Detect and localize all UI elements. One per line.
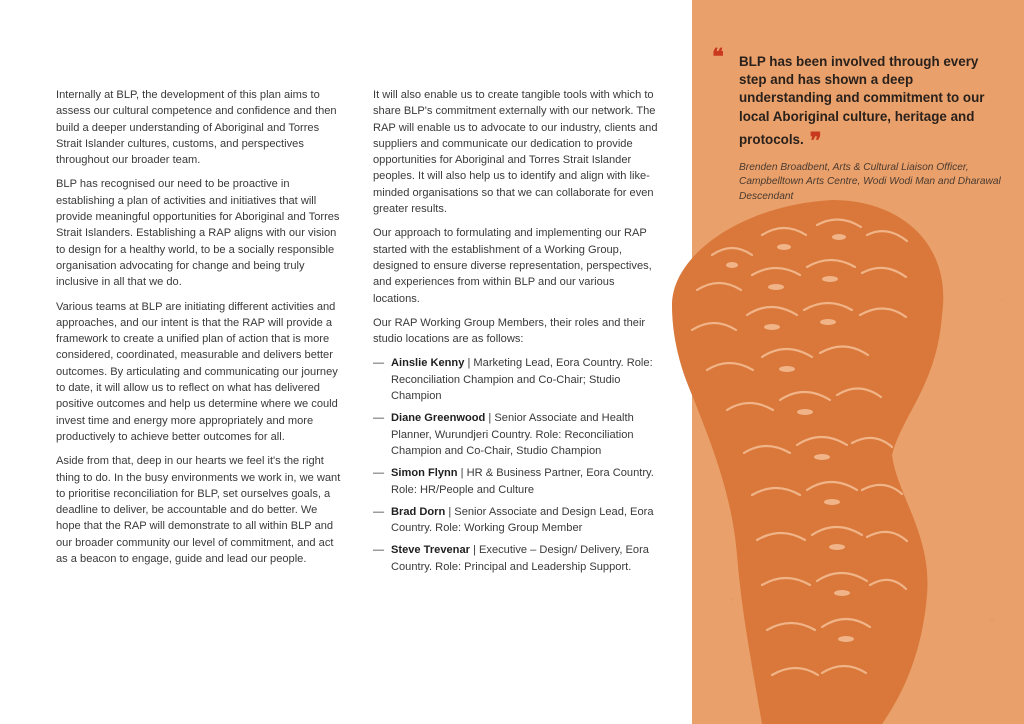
paragraph: Various teams at BLP are initiating different activities and approaches, and our intent is that the RAP will provide a framework to create a unified plan of action that is more considered, coordinated, measurable and delivers better outcomes. By articulating and communicating our journey to date, it will allow us to reflect on what has delivered positive outcomes and help us determine where we could invest time and energy more appropriately and more productively to achieve better outcomes for all. xyxy=(56,300,338,443)
quote-attribution: Brenden Broadbent, Arts & Cultural Liaison Officer, Campbelltown Arts Centre, Wodi Wodi Man and Dharawal Descendant xyxy=(739,162,1001,202)
quote-text: BLP has been involved through every step and has shown a deep understanding and commitment to our local Aboriginal culture, heritage and protocols. xyxy=(739,54,985,147)
member-name: Brad Dorn xyxy=(391,505,446,518)
dash-bullet: — xyxy=(373,412,385,425)
dash-bullet: — xyxy=(373,467,385,480)
list-item xyxy=(373,465,659,498)
banksia-artwork xyxy=(652,195,1024,724)
member-details: | Executive – Design/ Delivery, Eora Country. Role: Principal and Leadership Support. xyxy=(391,544,649,573)
member-details: | Senior Associate and Health Planner, Wurundjeri Country. Role: Reconciliation Champion and Co-Chair, Studio Champion xyxy=(391,412,634,457)
paragraph: Aside from that, deep in our hearts we feel it's the right thing to do. In the busy environments we work in, we want to prioritise reconciliation for BLP, set ourselves goals, a deadline to deliver, be accountable and do better. We hope that the RAP will demonstrate to all within BLP and our broader community our level of commitment, and act as a beacon to engage, guide and lead our people. xyxy=(56,455,341,566)
list-item xyxy=(373,504,659,537)
right-text-column xyxy=(373,87,659,581)
member-name: Diane Greenwood xyxy=(391,412,486,425)
working-group-members-list xyxy=(373,355,659,575)
left-text-column xyxy=(56,87,341,575)
member-name: Simon Flynn xyxy=(391,467,458,480)
list-item xyxy=(373,355,659,404)
dash-bullet: — xyxy=(373,544,385,557)
member-name: Ainslie Kenny xyxy=(391,357,465,370)
member-name: Steve Trevenar xyxy=(391,544,470,557)
banksia-cone-icon xyxy=(672,200,943,724)
dash-bullet: — xyxy=(373,505,385,518)
list-item xyxy=(373,542,659,575)
member-details: | Senior Associate and Design Lead, Eora Country. Role: Working Group Member xyxy=(391,505,654,535)
quote-body xyxy=(739,46,1002,153)
pull-quote xyxy=(712,46,1002,204)
list-item xyxy=(373,410,659,459)
paragraph: Our RAP Working Group Members, their roles and their studio locations are as follows: xyxy=(373,316,646,346)
paragraph: BLP has recognised our need to be proactive in establishing a plan of activities and initiatives that will provide meaningful opportunities for Aboriginal and Torres Strait Islanders. Establishing a RAP aligns with our vision to design for a healthy world, to be a socially responsible organisation advocating for change and being truly inclusive in all that we do. xyxy=(56,178,340,289)
paragraph: Our approach to formulating and implementing our RAP started with the establishment of a Working Group, designed to ensure diverse representation, perspectives, and experiences from within BLP and our various locations. xyxy=(373,227,652,305)
member-details: | HR & Business Partner, Eora Country. Role: HR/People and Culture xyxy=(391,467,654,496)
paragraph: Internally at BLP, the development of this plan aims to assess our cultural competence and confidence and then build a deeper understanding of Aboriginal and Torres Strait Islander cultures, customs, and perspectives throughout our broader team. xyxy=(56,89,337,167)
dash-bullet: — xyxy=(373,357,385,370)
open-quote-icon: ❝ xyxy=(712,44,724,69)
paragraph: It will also enable us to create tangible tools with which to share BLP's commitment externally with our network. The RAP will enable us to advocate to our industry, clients and suppliers and communicate our dedication to provide opportunities for Aboriginal and Torres Strait Islander peoples. It will also help us to identify and align with like-minded organisations so that we can collaborate for even greater results. xyxy=(373,89,658,216)
member-details: | Marketing Lead, Eora Country. Role: Reconciliation Champion and Co-Chair; Studio Champion xyxy=(391,357,653,403)
close-quote-icon: ❞ xyxy=(809,127,822,153)
